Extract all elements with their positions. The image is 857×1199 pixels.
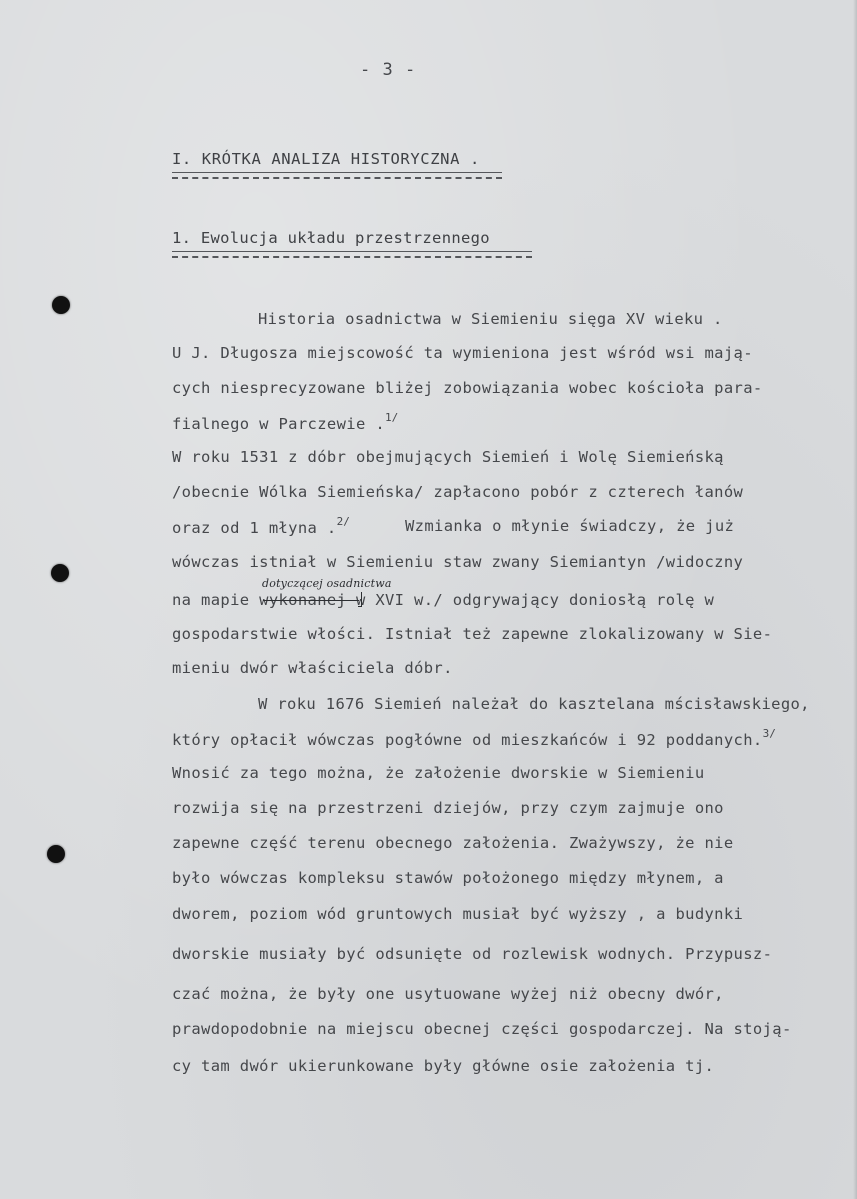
heading-underline [172,177,502,179]
body-line: prawdopodobnie na miejscu obecnej części gospodarczej. Na stoją- [172,1020,792,1038]
body-line: rozwija się na przestrzeni dziejów, przy czym zajmuje ono [172,799,724,817]
punch-hole-icon [47,845,65,863]
section-heading: I. KRÓTKA ANALIZA HISTORYCZNA . [172,150,480,168]
body-line: na mapie wykonanej w XVI w./ odgrywający doniosłą rolę w [172,591,715,609]
body-line: wówczas istniał w Siemieniu staw zwany Siemiantyn /widoczny [172,553,744,571]
subheading-underline [172,256,532,258]
body-line: czać można, że były one usytuowane wyżej niż obecny dwór, [172,985,724,1003]
body-line: mieniu dwór właściciela dóbr. [172,659,453,677]
body-line: było wówczas kompleksu stawów położonego między młynem, a [172,869,724,887]
body-line: dworem, poziom wód gruntowych musiał być wyższy , a budynki [172,905,744,923]
body-line: Wnosić za tego można, że założenie dworskie w Siemieniu [172,764,705,782]
body-line: cy tam dwór ukierunkowane były główne osie założenia tj. [172,1057,715,1075]
handwritten-insertion: dotyczącej osadnictwa [262,577,392,590]
page-edge-shadow [853,0,857,1199]
punch-hole-icon [51,564,69,582]
punch-hole-icon [52,296,70,314]
body-line [172,413,398,433]
body-line: dworskie musiały być odsunięte od rozlewisk wodnych. Przypusz- [172,945,773,963]
body-line [172,517,350,537]
body-line: Wzmianka o młynie świadczy, że już [405,517,735,535]
body-line [172,729,776,749]
body-line: W roku 1531 z dóbr obejmujących Siemień i Wolę Siemieńską [172,448,724,466]
footnote-ref: 3/ [762,727,776,740]
body-line: gospodarstwie włości. Istniał też zapewne zlokalizowany w Sie- [172,625,773,643]
body-line: Historia osadnictwa w Siemieniu sięga XV wieku . [258,310,723,328]
body-line: W roku 1676 Siemień należał do kasztelana mścisławskiego, [258,695,810,713]
page-number: - 3 - [360,60,417,80]
body-line: zapewne część terenu obecnego założenia. Zważywszy, że nie [172,834,734,852]
handwritten-bracket [358,592,362,607]
body-line-text: oraz od 1 młyna . [172,519,337,538]
footnote-ref: 2/ [336,515,350,528]
heading-underline [172,172,502,173]
footnote-ref: 1/ [385,411,399,424]
body-line: cych niesprecyzowane bliżej zobowiązania wobec kościoła para- [172,379,763,397]
body-line: U J. Długosza miejscowość ta wymieniona jest wśród wsi mają- [172,344,753,362]
body-line-text: który opłacił wówczas pogłówne od mieszkańców i 92 poddanych. [172,731,763,750]
subheading-underline [172,251,532,252]
subsection-heading: 1. Ewolucja układu przestrzennego [172,229,490,247]
handwritten-strikethrough [263,600,359,601]
body-line: /obecnie Wólka Siemieńska/ zapłacono pobór z czterech łanów [172,483,744,501]
body-line-text: fialnego w Parczewie . [172,415,385,434]
